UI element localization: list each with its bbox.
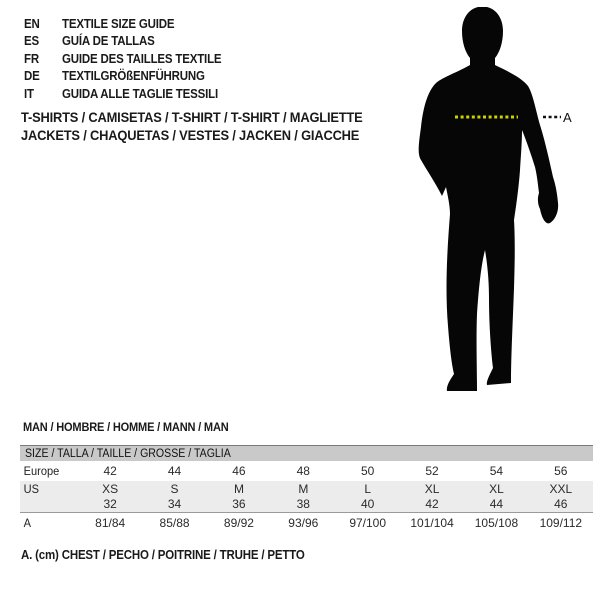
footnote-chest: A. (cm) CHEST / PECHO / POITRINE / TRUHE / PETTO (21, 548, 305, 562)
size-cell-value: XXL (549, 481, 573, 496)
size-cell-value: 56 (554, 464, 568, 478)
size-cell-value: 54 (489, 464, 504, 478)
language-label: GUIDE DES TAILLES TEXTILE (62, 51, 222, 66)
table-row (20, 497, 593, 513)
size-cell-value: 105/108 (474, 516, 519, 530)
size-cell-value: 42 (103, 464, 117, 478)
size-cell (142, 516, 206, 530)
category-line-tshirts: T-SHIRTS / CAMISETAS / T-SHIRT / T-SHIRT / MAGLIETTE (21, 109, 363, 125)
size-cell-value: 46 (554, 497, 568, 512)
size-cell-value: 40 (361, 497, 375, 512)
size-cell (400, 497, 464, 511)
table-row (20, 512, 593, 533)
size-cell-value: 42 (425, 497, 439, 512)
size-cell (142, 482, 206, 496)
size-cell-value: M (298, 481, 309, 496)
language-code: DE (24, 69, 40, 84)
size-cell (336, 464, 400, 478)
size-cell-value: S (170, 481, 179, 496)
category-block (21, 108, 392, 144)
size-cell-value: 97/100 (349, 516, 387, 530)
size-cell-value: 81/84 (95, 516, 126, 530)
table-row (20, 461, 593, 481)
size-cell-value: 36 (232, 497, 246, 512)
language-code: EN (24, 16, 40, 31)
size-cell-value: 50 (361, 464, 375, 478)
size-cell-value: 44 (167, 464, 182, 478)
size-cell (271, 482, 335, 496)
size-cell-value: 44 (489, 497, 504, 512)
language-code: IT (24, 86, 34, 101)
size-cell-value: XL (489, 481, 504, 496)
size-cell (529, 482, 593, 496)
size-cell (464, 464, 528, 478)
language-row (24, 85, 235, 103)
language-row (24, 15, 235, 33)
size-cell-value: 101/104 (410, 516, 454, 530)
size-cell-value: M (233, 481, 244, 496)
size-cell-value: 48 (296, 464, 310, 478)
language-label: TEXTILE SIZE GUIDE (62, 16, 175, 31)
size-cell (464, 497, 528, 511)
size-cell-value: XS (102, 481, 119, 496)
man-silhouette-shape (419, 7, 558, 391)
size-table-header-label: SIZE / TALLA / TAILLE / GRÖSSE / TAGLIA (25, 447, 231, 460)
size-cell (78, 464, 142, 478)
size-cell-value: 89/92 (223, 516, 254, 530)
language-label: GUIDA ALLE TAGLIE TESSILI (62, 86, 218, 101)
size-cell (336, 516, 400, 530)
man-silhouette-figure (418, 6, 576, 396)
language-code: FR (24, 51, 39, 66)
row-label: Europe (23, 464, 60, 478)
size-cell-value: 109/112 (539, 516, 583, 530)
size-cell (529, 516, 593, 530)
size-cell (529, 464, 593, 478)
size-cell (207, 516, 271, 530)
size-cell-value: 93/96 (288, 516, 319, 530)
man-silhouette-svg (418, 6, 576, 396)
size-cell (78, 497, 142, 511)
size-cell (271, 497, 335, 511)
language-list (24, 15, 235, 103)
size-cell (207, 464, 271, 478)
size-cell (78, 482, 142, 496)
size-cell-value: 52 (425, 464, 439, 478)
size-cell-value: 85/88 (159, 516, 190, 530)
row-label: A (23, 516, 32, 530)
size-table-header (20, 445, 593, 461)
size-cell (400, 516, 464, 530)
size-cell (207, 482, 271, 496)
language-row (24, 33, 235, 51)
size-cell-value: L (364, 481, 372, 496)
category-line-jackets: JACKETS / CHAQUETAS / VESTES / JACKEN / GIACCHE (21, 127, 360, 144)
size-cell (336, 497, 400, 511)
row-label: US (23, 481, 40, 496)
size-cell-value: 32 (103, 497, 117, 512)
size-cell (271, 516, 335, 530)
size-table (20, 445, 593, 533)
size-cell (400, 464, 464, 478)
size-cell (400, 482, 464, 496)
table-row (20, 481, 593, 497)
language-row (24, 50, 235, 68)
size-cell (529, 497, 593, 511)
language-row (24, 68, 235, 86)
measure-label-a: A (563, 110, 572, 125)
size-cell (78, 516, 142, 530)
size-cell (336, 482, 400, 496)
language-label: GUÍA DE TALLAS (62, 34, 155, 49)
size-cell-value: 46 (232, 464, 246, 478)
size-cell (464, 482, 528, 496)
size-cell (464, 516, 528, 530)
size-cell-value: 34 (167, 497, 182, 512)
size-cell-value: XL (424, 481, 440, 496)
section-title-man: MAN / HOMBRE / HOMME / MANN / MAN (23, 420, 229, 434)
size-cell-value: 38 (296, 497, 310, 512)
size-cell (142, 464, 206, 478)
language-label: TEXTILGRÖßENFÜHRUNG (62, 69, 205, 84)
size-cell (271, 464, 335, 478)
size-cell (207, 497, 271, 511)
language-code: ES (24, 34, 39, 49)
size-cell (142, 497, 206, 511)
